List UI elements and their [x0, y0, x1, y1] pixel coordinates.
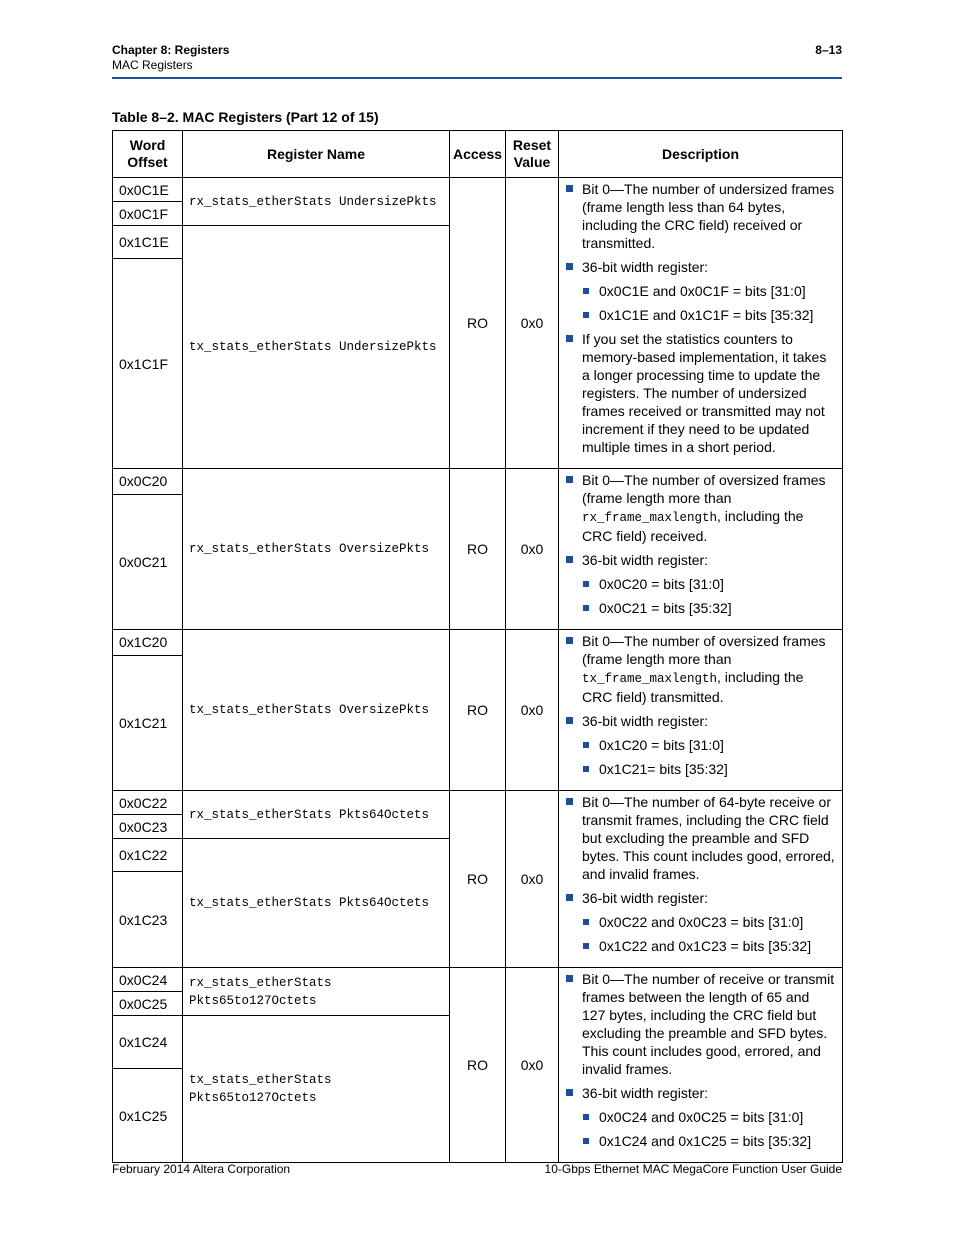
word-offset: 0x1C21 [113, 655, 183, 790]
register-name: tx_stats_etherStats Pkts64Octets [183, 839, 450, 968]
access: RO [450, 968, 506, 1163]
reset-value: 0x0 [506, 791, 559, 968]
word-offset: 0x0C24 [113, 968, 183, 992]
list-item: 0x1C21= bits [35:32] [582, 760, 836, 778]
table-caption: Table 8–2. MAC Registers (Part 12 of 15) [112, 109, 379, 125]
reset-value: 0x0 [506, 968, 559, 1163]
access: RO [450, 178, 506, 469]
list-item: 0x0C21 = bits [35:32] [582, 599, 836, 617]
word-offset: 0x1C22 [113, 839, 183, 872]
word-offset: 0x1C25 [113, 1069, 183, 1163]
list-item: 0x0C24 and 0x0C25 = bits [31:0] [582, 1108, 836, 1126]
table-row [113, 968, 843, 992]
register-name: rx_stats_etherStats Pkts65to127Octets [183, 968, 450, 1016]
chapter-title: Chapter 8: Registers [112, 43, 230, 57]
word-offset: 0x1C23 [113, 872, 183, 968]
register-name: tx_stats_etherStats Pkts65to127Octets [183, 1016, 450, 1163]
reset-value: 0x0 [506, 630, 559, 791]
word-offset: 0x1C1F [113, 259, 183, 469]
description [559, 968, 843, 1163]
section-title: MAC Registers [112, 58, 193, 72]
list-item: 0x0C1E and 0x0C1F = bits [31:0] [582, 282, 836, 300]
register-name: tx_stats_etherStats UndersizePkts [183, 226, 450, 469]
col-header-offset: Word Offset [113, 131, 183, 178]
list-item: Bit 0—The number of undersized frames (frame length less than 64 bytes, including the CRC field) received or transmitted. [565, 180, 836, 252]
col-header-access: Access [450, 131, 506, 178]
table-row [113, 469, 843, 495]
description [559, 630, 843, 791]
col-header-reset: Reset Value [506, 131, 559, 178]
word-offset: 0x1C24 [113, 1016, 183, 1069]
mac-registers-table [112, 130, 843, 1163]
list-item: 0x0C22 and 0x0C23 = bits [31:0] [582, 913, 836, 931]
running-header [112, 43, 229, 73]
register-name: tx_stats_etherStats OversizePkts [183, 630, 450, 791]
list-item: 36-bit width register: [565, 889, 836, 907]
col-header-description: Description [559, 131, 843, 178]
list-item: 0x1C1E and 0x1C1F = bits [35:32] [582, 306, 836, 324]
word-offset: 0x0C22 [113, 791, 183, 815]
description [559, 178, 843, 469]
word-offset: 0x0C1F [113, 202, 183, 226]
table-header-row [113, 131, 843, 178]
register-name: rx_stats_etherStats Pkts64Octets [183, 791, 450, 839]
reset-value: 0x0 [506, 178, 559, 469]
footer-left: February 2014 Altera Corporation [112, 1162, 291, 1176]
register-name: rx_stats_etherStats UndersizePkts [183, 178, 450, 226]
list-item: Bit 0—The number of receive or transmit frames between the length of 65 and 127 bytes, including the CRC field but excluding the preamble and SFD bytes. This count includes good, errored, and invalid frames. [565, 970, 836, 1078]
col-header-name: Register Name [183, 131, 450, 178]
list-item: 36-bit width register: [565, 551, 836, 569]
word-offset: 0x0C20 [113, 469, 183, 495]
list-item: Bit 0—The number of oversized frames (frame length more than rx_frame_maxlength, including the CRC field) received. [565, 471, 836, 545]
header-rule [112, 77, 842, 79]
word-offset: 0x0C25 [113, 992, 183, 1016]
word-offset: 0x0C21 [113, 494, 183, 629]
list-item: 36-bit width register: [565, 1084, 836, 1102]
list-item: Bit 0—The number of 64-byte receive or transmit frames, including the CRC field but excluding the preamble and SFD bytes. This count includes good, errored, and invalid frames. [565, 793, 836, 883]
list-item: 0x1C22 and 0x1C23 = bits [35:32] [582, 937, 836, 955]
page-number: 8–13 [815, 43, 842, 57]
list-item: 36-bit width register: [565, 258, 836, 276]
list-item: 0x0C20 = bits [31:0] [582, 575, 836, 593]
list-item: If you set the statistics counters to memory-based implementation, it takes a longer processing time to update the registers. The number of undersized frames received or transmitted may not increment if they need to be updated multiple times in a short period. [565, 330, 836, 456]
footer-right: 10-Gbps Ethernet MAC MegaCore Function User Guide [544, 1162, 842, 1176]
table-row [113, 178, 843, 202]
access: RO [450, 469, 506, 630]
word-offset: 0x1C1E [113, 226, 183, 259]
register-name: rx_stats_etherStats OversizePkts [183, 469, 450, 630]
list-item: 36-bit width register: [565, 712, 836, 730]
word-offset: 0x0C23 [113, 815, 183, 839]
description [559, 791, 843, 968]
access: RO [450, 791, 506, 968]
word-offset: 0x1C20 [113, 630, 183, 656]
description [559, 469, 843, 630]
access: RO [450, 630, 506, 791]
reset-value: 0x0 [506, 469, 559, 630]
list-item: 0x1C24 and 0x1C25 = bits [35:32] [582, 1132, 836, 1150]
table-row [113, 791, 843, 815]
table-row [113, 630, 843, 656]
list-item: 0x1C20 = bits [31:0] [582, 736, 836, 754]
word-offset: 0x0C1E [113, 178, 183, 202]
list-item: Bit 0—The number of oversized frames (frame length more than tx_frame_maxlength, including the CRC field) transmitted. [565, 632, 836, 706]
